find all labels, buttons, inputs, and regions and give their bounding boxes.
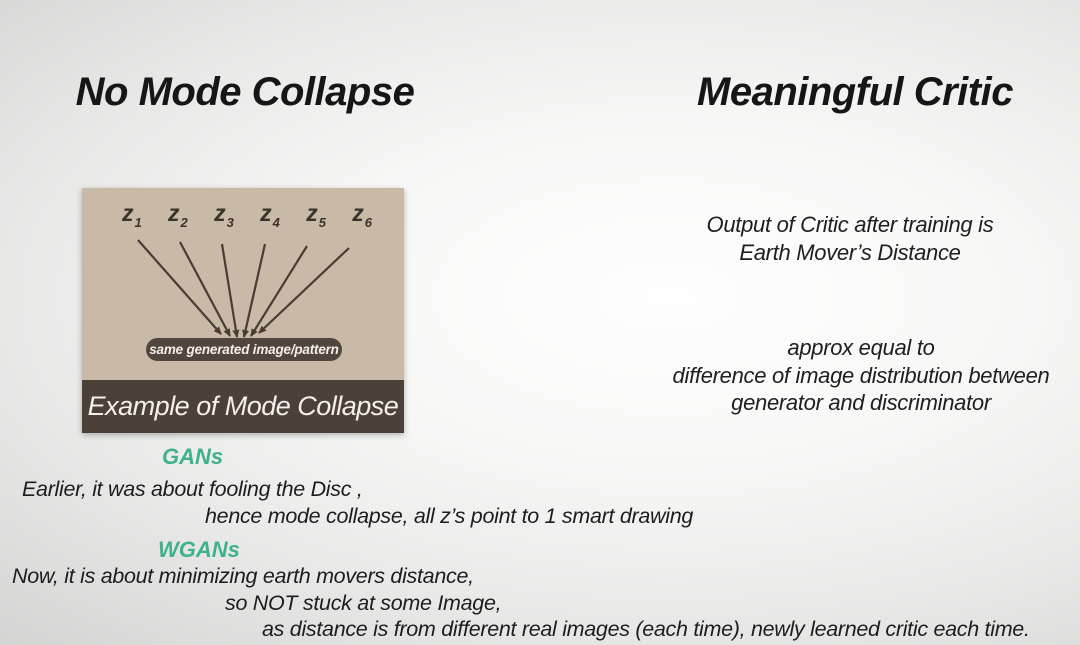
note-line: generator and discriminator (731, 390, 991, 415)
gans-label: GANs (162, 444, 224, 469)
mode-collapse-figure (82, 188, 404, 433)
z-label-2: $z_2$ (168, 200, 188, 230)
note-line: Earth Mover’s Distance (739, 239, 961, 265)
figure-canvas (82, 188, 404, 380)
z-subscript: 4 (272, 215, 280, 230)
left-column-heading: No Mode Collapse (75, 70, 415, 114)
z-label-1: $z_1$ (122, 200, 142, 230)
note-line: approx equal to (787, 335, 935, 360)
wgans-note-line: as distance is from different real images (each time), newly learned critic each time. (262, 617, 1030, 641)
gans-note-line: hence mode collapse, all z’s point to 1 smart drawing (205, 504, 694, 528)
wgans-note-line: Now, it is about minimizing earth movers distance, (12, 564, 474, 588)
generated-image-pill: same generated image/pattern (146, 338, 342, 361)
critic-output-note (630, 211, 1070, 266)
right-column-heading: Meaningful Critic (697, 70, 1013, 114)
wgans-label: WGANs (158, 537, 240, 562)
z-subscript: 3 (226, 215, 234, 230)
z-label-3: $z_3$ (214, 200, 234, 230)
z-subscript: 6 (364, 215, 372, 230)
gans-note-line: Earlier, it was about fooling the Disc , (22, 477, 363, 501)
z-subscript: 2 (180, 215, 188, 230)
figure-caption: Example of Mode Collapse (82, 380, 404, 433)
wgans-note-line: so NOT stuck at some Image, (225, 591, 502, 615)
z-label-4: $z_4$ (260, 200, 280, 230)
critic-approx-note (630, 334, 1080, 417)
z-label-6: $z_6$ (352, 200, 372, 230)
z-subscript: 5 (318, 215, 326, 230)
note-line: difference of image distribution between (672, 362, 1050, 388)
z-label-5: $z_5$ (306, 200, 326, 230)
z-subscript: 1 (134, 215, 142, 230)
note-line: Output of Critic after training is (706, 212, 994, 237)
